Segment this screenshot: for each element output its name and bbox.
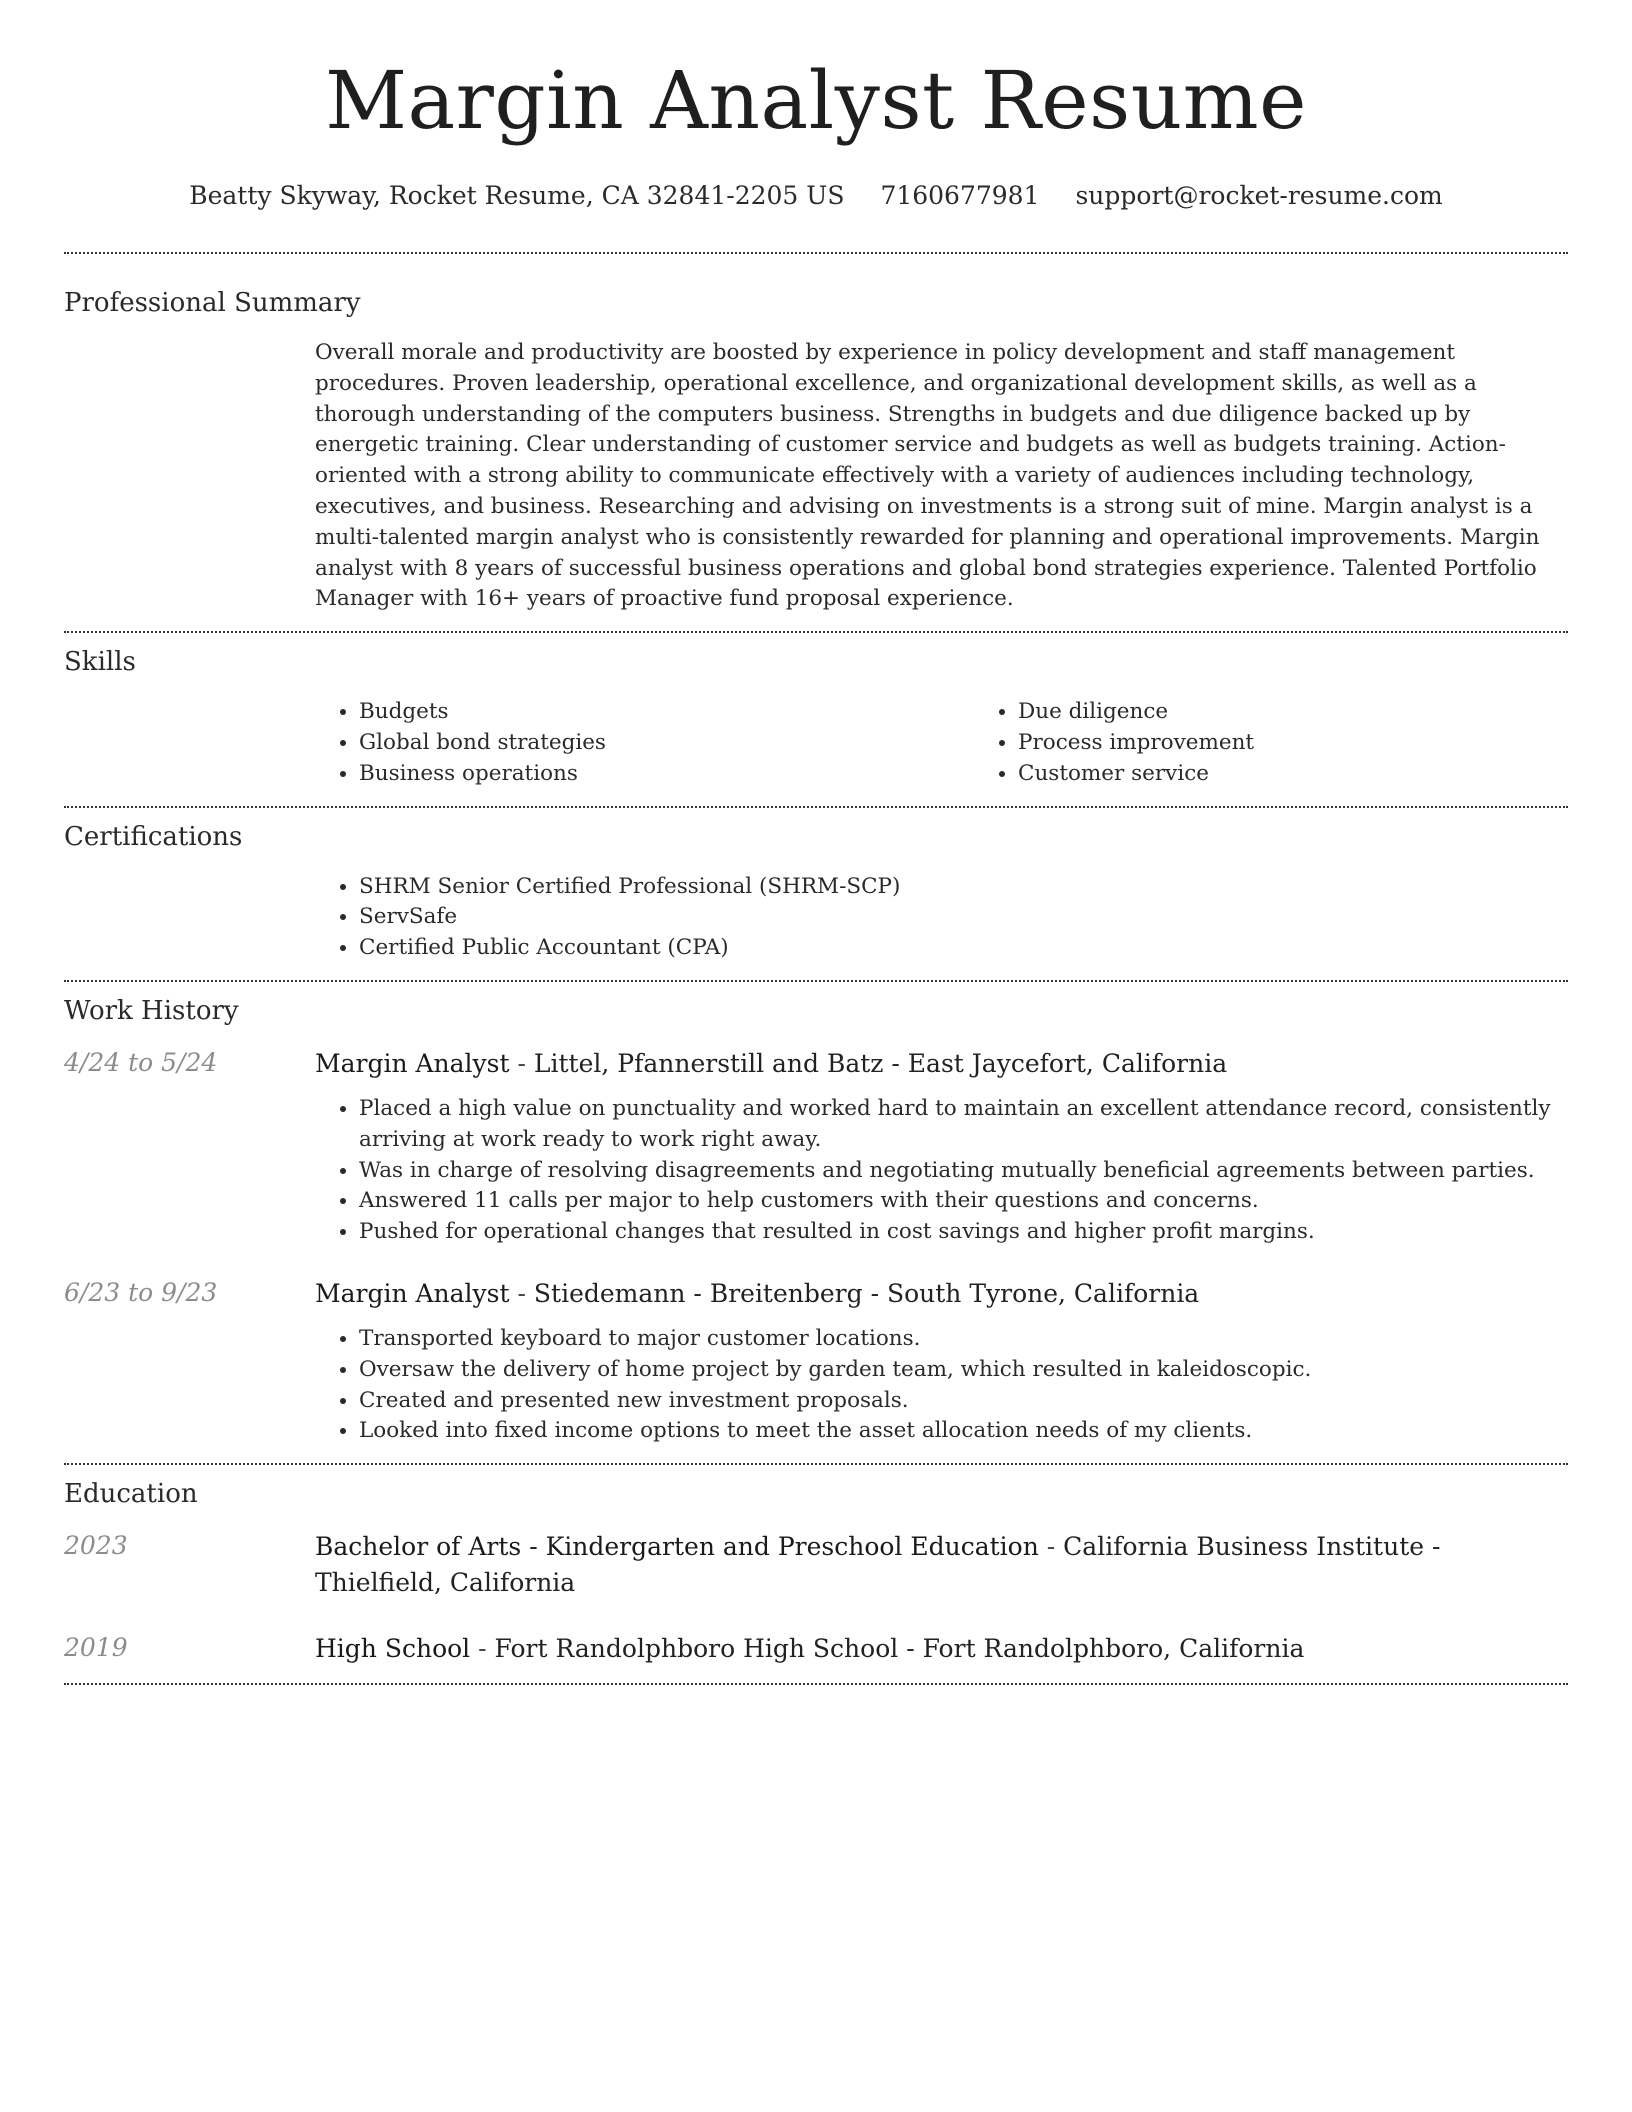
certification-item: • ServSafe [359, 902, 1568, 933]
skill-item: • Due diligence [1018, 697, 1632, 728]
job-title [315, 1046, 1568, 1082]
certifications-section [64, 808, 1568, 980]
skill-item: • Customer service [1018, 759, 1632, 790]
job-details: Stiedemann - Breitenberg - South Tyrone, California [533, 1278, 1200, 1308]
education-details: Fort Randolphboro High School - Fort Randolphboro, California [494, 1634, 1305, 1664]
contact-email: support@rocket-resume.com [1075, 181, 1443, 210]
job-bullet: • Was in charge of resolving disagreements and negotiating mutually beneficial agreements between parties. [359, 1156, 1568, 1187]
education-degree: High School [315, 1634, 471, 1664]
job-bullet: • Placed a high value on punctuality and worked hard to maintain an excellent attendance record, consistently arriving at work ready to work right away. [359, 1094, 1568, 1156]
skill-item: • Process improvement [1018, 728, 1632, 759]
education-details: California Business Institute - Thielfield, California [315, 1532, 1441, 1598]
education-title [315, 1631, 1568, 1667]
skill-item: • Global bond strategies [359, 728, 974, 759]
contact-line [64, 180, 1568, 212]
job-details: Littel, Pfannerstill and Batz - East Jaycefort, California [533, 1048, 1228, 1078]
resume-header [64, 0, 1568, 212]
work-history-section [64, 982, 1568, 1463]
job-separator: - [509, 1278, 534, 1308]
job-entry [64, 1276, 1568, 1447]
skills-list-left [315, 697, 974, 789]
skill-item: • Budgets [359, 697, 974, 728]
job-bullets [315, 1324, 1568, 1447]
summary-text: Overall morale and productivity are boosted by experience in policy development and staff management procedures. Proven leadership, operational excellence, and organizational development skills, as well as a thorough understanding of the computers business. Strengths in budgets and due diligence backed up by energetic training. Clear understanding of customer service and budgets as well as budgets training. Action-oriented with a strong ability to communicate effectively with a variety of audiences including technology, executives, and business. Researching and advising on investments is a strong suit of mine. Margin analyst is a multi-talented margin analyst who is consistently rewarded for planning and operational improvements. Margin analyst with 8 years of successful business operations and global bond strategies experience. Talented Portfolio Manager with 16+ years of proactive fund proposal experience. [315, 340, 1540, 612]
skill-item: • Business operations [359, 759, 974, 790]
job-role: Margin Analyst [315, 1048, 510, 1078]
education-year: 2023 [64, 1531, 128, 1561]
education-section [64, 1465, 1568, 1683]
education-title [315, 1529, 1568, 1601]
work-history-heading: Work History [64, 995, 239, 1026]
certifications-heading: Certifications [64, 821, 243, 852]
divider [64, 1683, 1568, 1685]
contact-phone: 7160677981 [880, 181, 1040, 210]
job-bullet: • Created and presented new investment proposals. [359, 1386, 1568, 1417]
summary-heading: Professional Summary [64, 288, 361, 318]
job-role: Margin Analyst [315, 1278, 510, 1308]
job-dates: 6/23 to 9/23 [64, 1277, 218, 1307]
skills-heading: Skills [64, 647, 136, 678]
education-separator: - [470, 1634, 495, 1664]
education-separator: - [1038, 1532, 1064, 1562]
job-bullet: • Pushed for operational changes that resulted in cost savings and higher profit margins. [359, 1217, 1568, 1248]
contact-address: Beatty Skyway, Rocket Resume, CA 32841-2205 US [189, 181, 845, 210]
summary-section [64, 254, 1568, 631]
certifications-list [315, 872, 1568, 964]
job-bullet: • Transported keyboard to major customer locations. [359, 1324, 1568, 1355]
education-heading: Education [64, 1479, 198, 1510]
job-bullets [315, 1094, 1568, 1248]
certification-item: • SHRM Senior Certified Professional (SHRM-SCP) [359, 872, 1568, 903]
job-separator: - [509, 1048, 534, 1078]
skills-list-right [974, 697, 1632, 789]
job-bullet: • Answered 11 calls per major to help customers with their questions and concerns. [359, 1186, 1568, 1217]
education-entry [64, 1529, 1568, 1601]
skills-section [64, 633, 1568, 805]
job-bullet: • Looked into fixed income options to meet the asset allocation needs of my clients. [359, 1416, 1568, 1447]
certification-item: • Certified Public Accountant (CPA) [359, 933, 1568, 964]
education-entry [64, 1631, 1568, 1667]
job-bullet: • Oversaw the delivery of home project by garden team, which resulted in kaleidoscopic. [359, 1355, 1568, 1386]
education-year: 2019 [64, 1633, 128, 1663]
job-title [315, 1276, 1568, 1312]
job-entry [64, 1046, 1568, 1248]
education-degree: Bachelor of Arts - Kindergarten and Preschool Education [315, 1532, 1039, 1562]
job-dates: 4/24 to 5/24 [64, 1047, 218, 1077]
resume-title: Margin Analyst Resume [325, 54, 1307, 147]
